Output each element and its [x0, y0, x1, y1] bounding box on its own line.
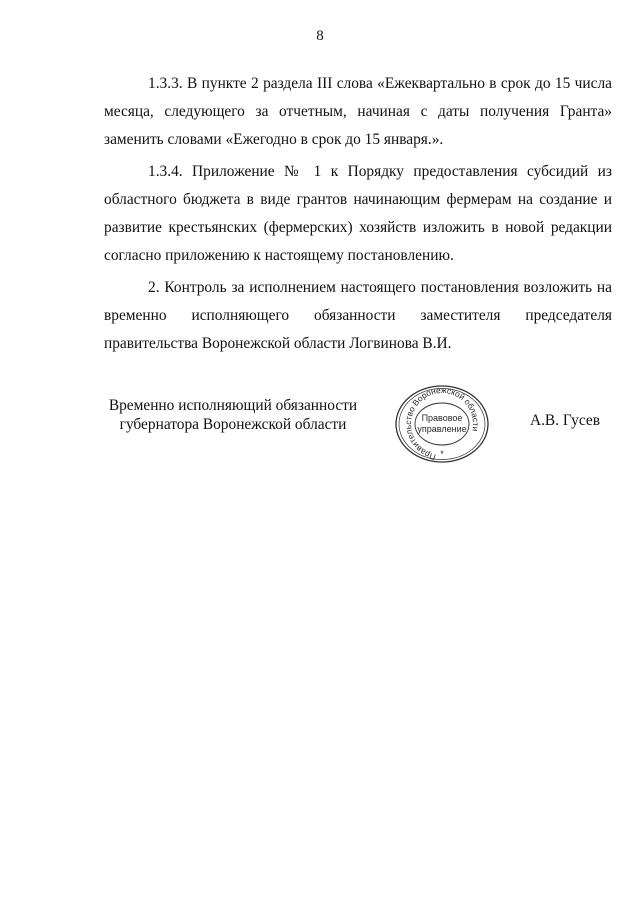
signatory-title	[104, 396, 362, 434]
paragraph-2: 2. Контроль за исполнением настоящего постановления возложить на временно исполняющего обязанности заместителя председателя правительства Воронежской области Логвинова В.И.	[104, 279, 612, 352]
stamp-center-line-2: управление	[417, 424, 467, 434]
signatory-name: А.В. Гусев	[529, 412, 600, 429]
page-number: 8	[316, 28, 324, 44]
paragraph-1-3-3: 1.3.3. В пункте 2 раздела III слова «Ежеквартально в срок до 15 числа месяца, следующего за отчетным, начиная с даты получения Гранта» заменить словами «Ежегодно в срок до 15 января.».	[104, 75, 612, 148]
stamp-center-line-1: Правовое	[421, 413, 463, 423]
signature-block	[104, 384, 612, 474]
signatory-title-line-1: Временно исполняющий обязанности	[108, 397, 358, 414]
paragraph-1-3-4: 1.3.4. Приложение № 1 к Порядку предоставления субсидий из областного бюджета в виде грантов начинающим фермерам на создание и развитие крестьянских (фермерских) хозяйств изложить в новой редакции согласно приложению к настоящему постановлению.	[104, 163, 612, 264]
signatory-title-line-2: губернатора Воронежской области	[119, 416, 347, 433]
document-body	[104, 70, 612, 362]
stamp-star-mark: *	[440, 449, 444, 459]
official-stamp	[394, 384, 490, 464]
stamp-seal-icon	[394, 384, 490, 464]
stamp-ring-text: Правительство Воронежской области	[402, 384, 482, 463]
